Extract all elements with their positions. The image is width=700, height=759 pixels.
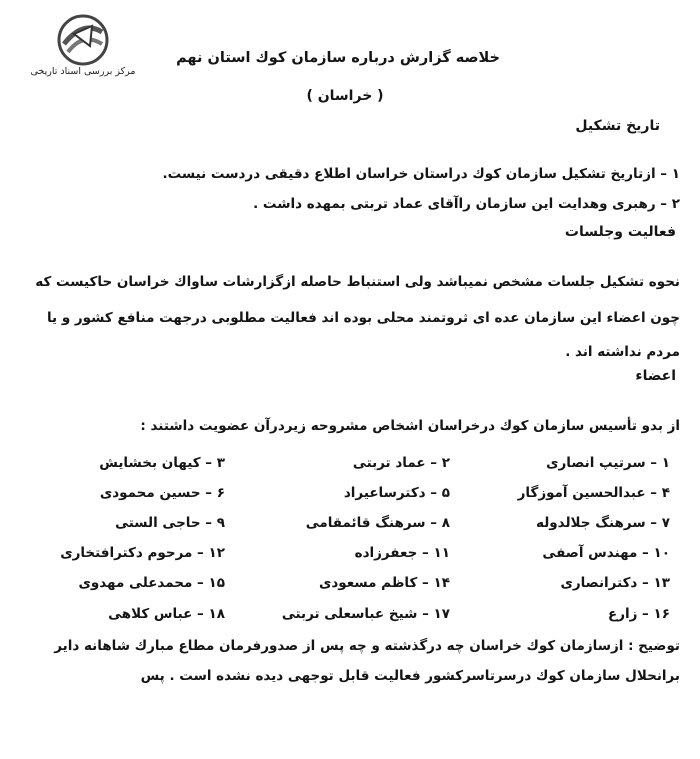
archive-logo xyxy=(18,14,148,84)
members-intro: از بدو تأسیس سازمان کوك درخراسان اشخاص مشروحه زیردرآن عضویت داشتند : xyxy=(140,418,680,434)
member-entry: ۱۶ – زارع xyxy=(607,606,670,622)
member-entry: ۳ – کیهان بخشایش xyxy=(99,455,225,471)
activity-line: چون اعضاء این سازمان عده ای ثروتمند محلی بوده اند فعالیت مطلوبی درجهت منافع کشور و یا xyxy=(46,310,680,326)
member-entry: ۶ – حسین محمودی xyxy=(99,485,225,501)
member-entry: ۱۳ – دکترانصاری xyxy=(560,575,670,591)
member-entry: ۱۸ – عباس کلاهی xyxy=(108,606,225,622)
activity-line: مردم نداشته اند . xyxy=(565,344,680,360)
section-activity-heading: فعالیت وجلسات xyxy=(564,224,676,240)
member-entry: ۱۰ – مهندس آصفی xyxy=(542,545,670,561)
member-entry: ۷ – سرهنگ جلالدوله xyxy=(536,515,670,531)
member-entry: ۵ – دکترساعیراد xyxy=(343,485,450,501)
section-history-heading: تاریخ تشکیل xyxy=(575,118,660,134)
document-title: خلاصه گزارش درباره سازمان کوك استان نهم xyxy=(176,50,500,66)
member-entry: ۱ – سرتیپ انصاری xyxy=(546,455,670,471)
member-entry: ۲ – عماد تربتی xyxy=(352,455,450,471)
history-line: ۱ – ازتاریخ تشکیل سازمان کوك دراستان خراسان اطلاع دقیقی دردست نیست. xyxy=(162,166,680,182)
member-entry: ۹ – حاجی الستی xyxy=(115,515,225,531)
member-entry: ۱۱ – جعفرزاده xyxy=(354,545,450,561)
archive-logo-text: مرکز بررسی اسناد تاریخی xyxy=(30,66,136,77)
member-entry: ۴ – عبدالحسین آموزگار xyxy=(517,485,670,501)
note-line: برانحلال سازمان کوك درسرتاسرکشور فعالیت قابل توجهی دیده نشده است . پس xyxy=(140,668,680,684)
member-entry: ۱۵ – محمدعلی مهدوی xyxy=(78,575,225,591)
activity-line: نحوه تشکیل جلسات مشخص نمیباشد ولی استنباط حاصله ازگزارشات ساواك خراسان حاکیست که xyxy=(35,274,680,290)
member-entry: ۱۷ – شیخ عباسعلی تربتی xyxy=(281,606,450,622)
member-entry: ۸ – سرهنگ قائمقامی xyxy=(305,515,450,531)
history-line: ۲ – رهبری وهدایت این سازمان راآقای عماد تربتی بمهده داشت . xyxy=(253,196,680,212)
member-entry: ۱۴ – کاظم مسعودی xyxy=(318,575,450,591)
note-line: توضیح : ازسازمان کوك خراسان چه درگذشته و چه پس از صدورفرمان مطاع مبارك شاهانه دایر xyxy=(54,638,680,654)
member-entry: ۱۲ – مرحوم دکترافتخاری xyxy=(60,545,225,561)
archive-logo-icon xyxy=(52,14,114,66)
document-subtitle: ( خراسان ) xyxy=(306,88,384,104)
section-members-heading: اعضاء xyxy=(635,368,676,384)
